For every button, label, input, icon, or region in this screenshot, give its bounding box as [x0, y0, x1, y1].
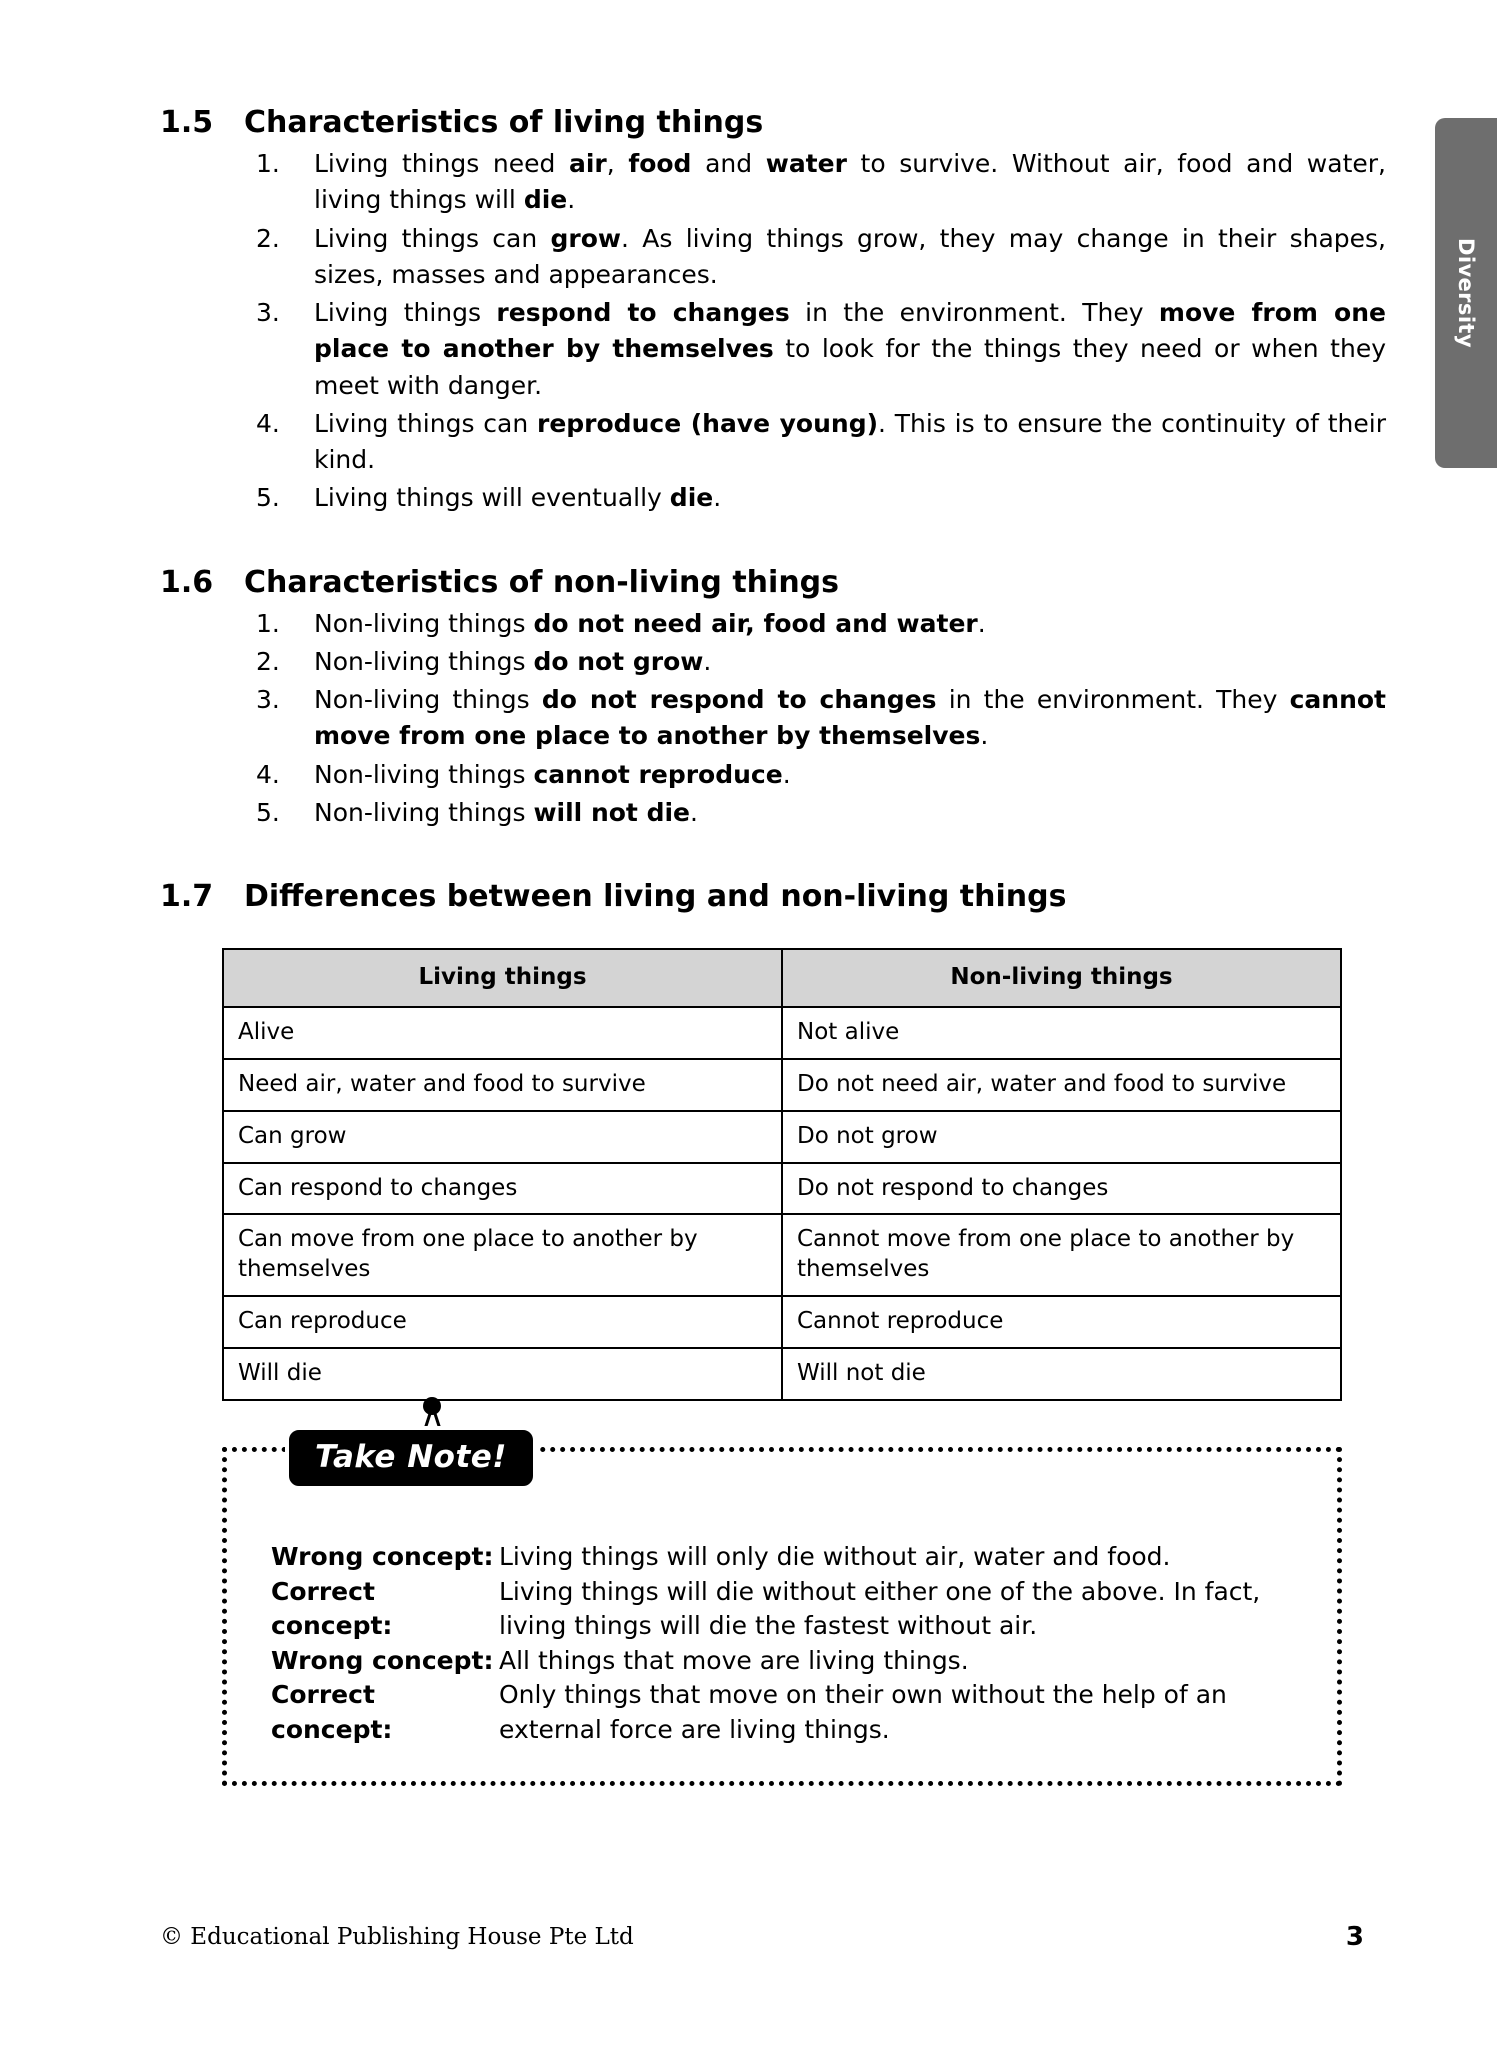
- take-note-row: [271, 1540, 1303, 1575]
- section-number: 1.7: [160, 879, 214, 914]
- take-note-label: Correct concept:: [271, 1576, 393, 1641]
- table-row: [223, 1111, 1341, 1163]
- table-cell: Do not need air, water and food to survive: [782, 1059, 1341, 1111]
- footer-page-number: 3: [1345, 1922, 1364, 1952]
- section-title: Differences between living and non-living things: [244, 879, 1067, 914]
- table-column-header: Living things: [223, 949, 782, 1007]
- take-note-text: All things that move are living things.: [499, 1645, 969, 1675]
- list-item-text: Non-living things do not need air, food and water.: [314, 608, 986, 638]
- spacer: [160, 833, 1400, 879]
- chapter-side-tab-label: Diversity: [1454, 238, 1478, 348]
- table-cell: Will die: [223, 1348, 782, 1400]
- table-cell: Do not grow: [782, 1111, 1341, 1163]
- list-item: [160, 221, 1400, 294]
- list-item-text: Living things will eventually die.: [314, 483, 722, 513]
- list-item-number: 2.: [256, 223, 280, 253]
- table-row: [223, 1214, 1341, 1296]
- table-cell: Will not die: [782, 1348, 1341, 1400]
- take-note-label: Correct concept:: [271, 1680, 393, 1744]
- table-cell: Can grow: [223, 1111, 782, 1163]
- list-item-text: Non-living things will not die.: [314, 797, 698, 827]
- list-item-number: 1.: [256, 149, 280, 178]
- list-item-text: Non-living things do not respond to changes in the environment. They cannot move from one place to another by themselves.: [314, 685, 1386, 751]
- section-heading-1-5: [160, 105, 1400, 140]
- take-note-row: [271, 1644, 1303, 1679]
- chapter-side-tab: [1435, 118, 1497, 468]
- list-item-text: Living things can grow. As living things grow, they may change in their shapes, sizes, masses and appearances.: [314, 223, 1386, 289]
- footer-copyright: © Educational Publishing House Pte Ltd: [160, 1924, 634, 1950]
- list-item-number: 1.: [256, 608, 280, 638]
- page-content: [160, 105, 1400, 1786]
- table-cell: Can respond to changes: [223, 1163, 782, 1215]
- list-item: [160, 480, 1400, 516]
- list-item-text: Non-living things do not grow.: [314, 646, 712, 676]
- table-cell: Can reproduce: [223, 1296, 782, 1348]
- table-row: [223, 1059, 1341, 1111]
- table-body: [223, 1007, 1341, 1400]
- list-item-text: Non-living things cannot reproduce.: [314, 759, 791, 789]
- pin-icon: [423, 1397, 441, 1415]
- list-item-number: 3.: [256, 298, 280, 327]
- take-note-text: Living things will die without either one of the above. In fact, living things will die the fastest without air.: [499, 1576, 1261, 1641]
- comparison-table: [222, 948, 1342, 1401]
- list-item: [160, 146, 1400, 219]
- list-characteristics-living: [160, 146, 1400, 517]
- spacer: [160, 519, 1400, 565]
- list-item-number: 4.: [256, 759, 280, 789]
- table-row: [223, 1163, 1341, 1215]
- section-number: 1.5: [160, 105, 214, 140]
- take-note-text: Living things will only die without air, water and food.: [499, 1542, 1171, 1572]
- list-item: [160, 682, 1400, 755]
- take-note-label: Wrong concept:: [271, 1645, 494, 1675]
- take-note-label: Wrong concept:: [271, 1542, 494, 1572]
- list-item: [160, 406, 1400, 479]
- list-item: [160, 295, 1400, 404]
- page-footer: [160, 1922, 1364, 1952]
- list-item-number: 5.: [256, 797, 280, 827]
- list-item: [160, 795, 1400, 831]
- table-header-row: [223, 949, 1341, 1007]
- table-cell: Can move from one place to another by themselves: [223, 1214, 782, 1296]
- take-note-row: [271, 1678, 1303, 1747]
- list-item-text: Living things respond to changes in the environment. They move from one place to another by themselves to look for the things they need or when they meet with danger.: [314, 298, 1386, 400]
- take-note-badge: Take Note!: [285, 1426, 537, 1490]
- take-note-box: [222, 1439, 1342, 1786]
- table-cell: Alive: [223, 1007, 782, 1059]
- section-title: Characteristics of non-living things: [244, 564, 840, 600]
- section-heading-1-6: [160, 565, 1400, 600]
- list-characteristics-nonliving: [160, 606, 1400, 832]
- list-item: [160, 644, 1400, 680]
- take-note-rows: [271, 1540, 1303, 1747]
- table-cell: Cannot reproduce: [782, 1296, 1341, 1348]
- list-item-text: Living things can reproduce (have young). This is to ensure the continuity of their kind.: [314, 408, 1387, 474]
- table-row: [223, 1296, 1341, 1348]
- list-item: [160, 757, 1400, 793]
- list-item-number: 4.: [256, 408, 280, 438]
- section-heading-1-7: [160, 879, 1400, 914]
- table-column-header: Non-living things: [782, 949, 1341, 1007]
- list-item: [160, 606, 1400, 642]
- list-item-number: 2.: [256, 646, 280, 676]
- take-note-row: [271, 1575, 1303, 1644]
- table-cell: Do not respond to changes: [782, 1163, 1341, 1215]
- table-cell: Need air, water and food to survive: [223, 1059, 782, 1111]
- list-item-number: 3.: [256, 685, 280, 714]
- take-note-text: Only things that move on their own without the help of an external force are living things.: [499, 1680, 1227, 1744]
- comparison-table-wrapper: [222, 948, 1342, 1401]
- list-item-number: 5.: [256, 483, 280, 513]
- table-row: [223, 1348, 1341, 1400]
- section-number: 1.6: [160, 564, 214, 600]
- list-item-text: Living things need air, food and water to survive. Without air, food and water, living things will die.: [314, 149, 1386, 215]
- table-row: [223, 1007, 1341, 1059]
- table-cell: Not alive: [782, 1007, 1341, 1059]
- table-cell: Cannot move from one place to another by themselves: [782, 1214, 1341, 1296]
- section-title: Characteristics of living things: [244, 105, 764, 140]
